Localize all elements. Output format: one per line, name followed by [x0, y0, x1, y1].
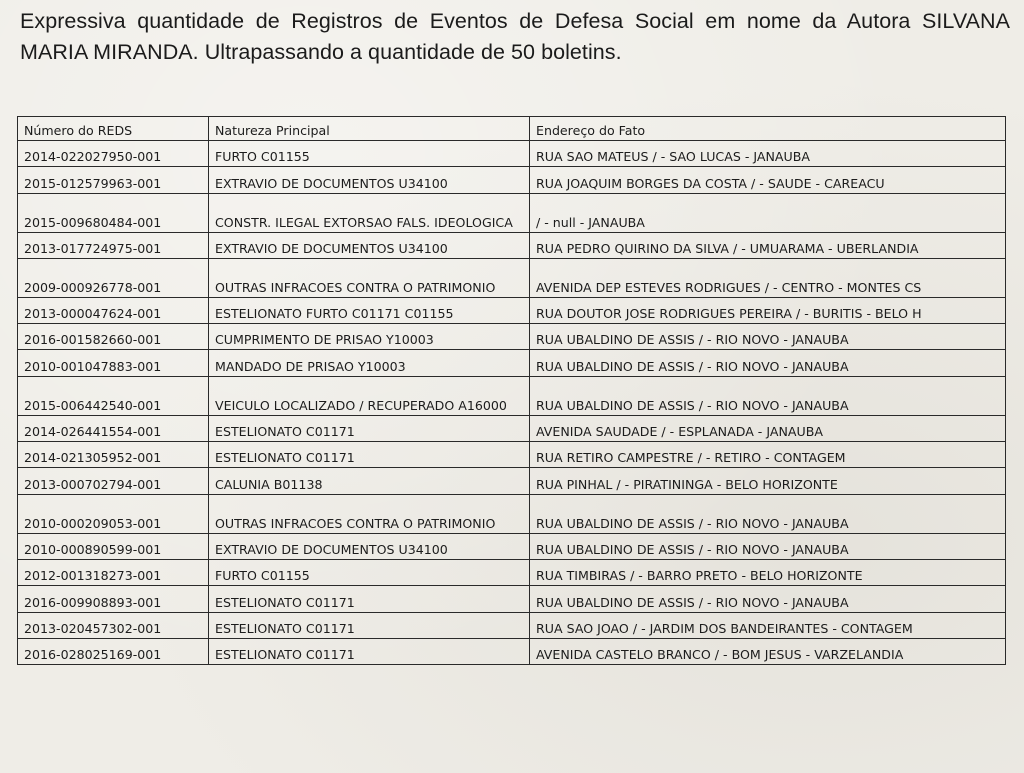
cell-natureza: CALUNIA B01138: [209, 468, 530, 494]
cell-endereco: RUA PINHAL / - PIRATININGA - BELO HORIZONTE: [530, 468, 1006, 494]
table-row: [18, 415, 1006, 441]
cell-reds-number: 2013-020457302-001: [18, 612, 209, 638]
table-row: [18, 350, 1006, 376]
cell-reds-number: 2015-012579963-001: [18, 167, 209, 193]
table-row: [18, 586, 1006, 612]
cell-endereco: RUA UBALDINO DE ASSIS / - RIO NOVO - JANAUBA: [530, 350, 1006, 376]
reds-table: [17, 116, 1006, 665]
cell-endereco: RUA TIMBIRAS / - BARRO PRETO - BELO HORIZONTE: [530, 559, 1006, 585]
cell-endereco: RUA UBALDINO DE ASSIS / - RIO NOVO - JANAUBA: [530, 324, 1006, 350]
table-row: [18, 141, 1006, 167]
cell-endereco: RUA SAO MATEUS / - SAO LUCAS - JANAUBA: [530, 141, 1006, 167]
header-natureza-principal: Natureza Principal: [209, 117, 530, 141]
table-row: [18, 232, 1006, 258]
cell-reds-number: 2009-000926778-001: [18, 258, 209, 297]
cell-natureza: ESTELIONATO C01171: [209, 586, 530, 612]
table-row: [18, 297, 1006, 323]
cell-reds-number: 2014-022027950-001: [18, 141, 209, 167]
cell-natureza: CUMPRIMENTO DE PRISAO Y10003: [209, 324, 530, 350]
cell-endereco: AVENIDA SAUDADE / - ESPLANADA - JANAUBA: [530, 415, 1006, 441]
cell-natureza: ESTELIONATO C01171: [209, 638, 530, 664]
cell-natureza: OUTRAS INFRACOES CONTRA O PATRIMONIO: [209, 258, 530, 297]
cell-natureza: ESTELIONATO FURTO C01171 C01155: [209, 297, 530, 323]
cell-endereco: / - null - JANAUBA: [530, 193, 1006, 232]
cell-reds-number: 2015-009680484-001: [18, 193, 209, 232]
table-row: [18, 533, 1006, 559]
cell-natureza: FURTO C01155: [209, 559, 530, 585]
cell-reds-number: 2014-026441554-001: [18, 415, 209, 441]
cell-natureza: VEICULO LOCALIZADO / RECUPERADO A16000: [209, 376, 530, 415]
cell-natureza: ESTELIONATO C01171: [209, 415, 530, 441]
cell-natureza: FURTO C01155: [209, 141, 530, 167]
cell-reds-number: 2014-021305952-001: [18, 442, 209, 468]
table-row: [18, 376, 1006, 415]
cell-endereco: RUA UBALDINO DE ASSIS / - RIO NOVO - JANAUBA: [530, 586, 1006, 612]
header-endereco-fato: Endereço do Fato: [530, 117, 1006, 141]
table-row: [18, 638, 1006, 664]
table-row: [18, 494, 1006, 533]
cell-endereco: RUA RETIRO CAMPESTRE / - RETIRO - CONTAGEM: [530, 442, 1006, 468]
cell-reds-number: 2012-001318273-001: [18, 559, 209, 585]
cell-reds-number: 2013-017724975-001: [18, 232, 209, 258]
cell-reds-number: 2015-006442540-001: [18, 376, 209, 415]
cell-reds-number: 2010-001047883-001: [18, 350, 209, 376]
cell-natureza: EXTRAVIO DE DOCUMENTOS U34100: [209, 232, 530, 258]
cell-endereco: RUA DOUTOR JOSE RODRIGUES PEREIRA / - BURITIS - BELO H: [530, 297, 1006, 323]
table-row: [18, 324, 1006, 350]
cell-endereco: RUA SAO JOAO / - JARDIM DOS BANDEIRANTES - CONTAGEM: [530, 612, 1006, 638]
cell-reds-number: 2010-000209053-001: [18, 494, 209, 533]
cell-natureza: EXTRAVIO DE DOCUMENTOS U34100: [209, 533, 530, 559]
cell-natureza: OUTRAS INFRACOES CONTRA O PATRIMONIO: [209, 494, 530, 533]
cell-endereco: AVENIDA CASTELO BRANCO / - BOM JESUS - VARZELANDIA: [530, 638, 1006, 664]
table-row: [18, 559, 1006, 585]
table-row: [18, 258, 1006, 297]
table-row: [18, 193, 1006, 232]
cell-reds-number: 2016-009908893-001: [18, 586, 209, 612]
table-row: [18, 167, 1006, 193]
cell-natureza: CONSTR. ILEGAL EXTORSAO FALS. IDEOLOGICA: [209, 193, 530, 232]
cell-endereco: RUA UBALDINO DE ASSIS / - RIO NOVO - JANAUBA: [530, 533, 1006, 559]
cell-natureza: ESTELIONATO C01171: [209, 442, 530, 468]
cell-endereco: RUA JOAQUIM BORGES DA COSTA / - SAUDE - CAREACU: [530, 167, 1006, 193]
intro-paragraph: Expressiva quantidade de Registros de Eventos de Defesa Social em nome da Autora SILVANA MARIA MIRANDA. Ultrapassando a quantidade de 50 boletins.: [20, 9, 1010, 64]
table-row: [18, 612, 1006, 638]
cell-reds-number: 2016-001582660-001: [18, 324, 209, 350]
cell-endereco: RUA UBALDINO DE ASSIS / - RIO NOVO - JANAUBA: [530, 376, 1006, 415]
cell-natureza: EXTRAVIO DE DOCUMENTOS U34100: [209, 167, 530, 193]
header-numero-reds: Número do REDS: [18, 117, 209, 141]
table-row: [18, 468, 1006, 494]
cell-natureza: MANDADO DE PRISAO Y10003: [209, 350, 530, 376]
cell-reds-number: 2016-028025169-001: [18, 638, 209, 664]
table-header-row: [18, 117, 1006, 141]
cell-reds-number: 2013-000047624-001: [18, 297, 209, 323]
cell-endereco: AVENIDA DEP ESTEVES RODRIGUES / - CENTRO - MONTES CS: [530, 258, 1006, 297]
cell-endereco: RUA PEDRO QUIRINO DA SILVA / - UMUARAMA - UBERLANDIA: [530, 232, 1006, 258]
cell-endereco: RUA UBALDINO DE ASSIS / - RIO NOVO - JANAUBA: [530, 494, 1006, 533]
cell-natureza: ESTELIONATO C01171: [209, 612, 530, 638]
cell-reds-number: 2010-000890599-001: [18, 533, 209, 559]
cell-reds-number: 2013-000702794-001: [18, 468, 209, 494]
table-row: [18, 442, 1006, 468]
